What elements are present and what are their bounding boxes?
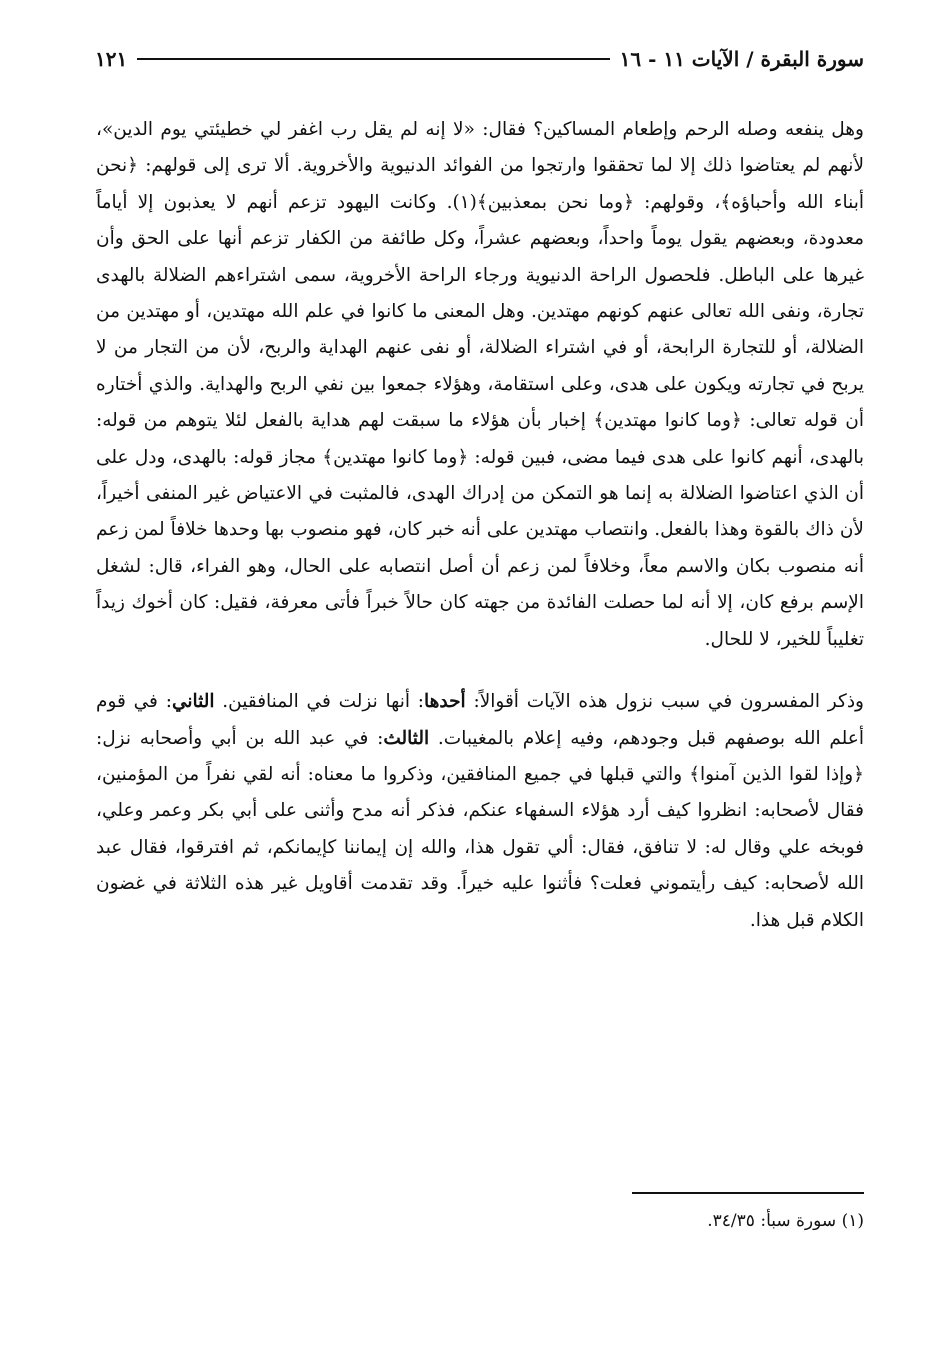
page-header [95, 42, 864, 76]
footnote: (١) سورة سبأ: ٣٤/٣٥. [707, 1211, 864, 1231]
surah-title: سورة البقرة / الآيات ١١ - ١٦ [619, 47, 864, 71]
second-text: : في قوم أعلم الله بوصفهم قبل وجودهم، وفيه إعلام بالمغيبات. [96, 691, 864, 749]
header-rule [137, 58, 609, 60]
paragraph-2 [96, 684, 864, 939]
third-text: : في عبد الله بن أبي وأصحابه نزل: ﴿وإذا لقوا الذين آمنوا﴾ والتي قبلها في جميع المنافقين، وذكروا ما معناه: أنه لقي نفراً من المؤمنين، فقال لأصحابه: انظروا كيف أرد هؤلاء السفهاء عنكم، فذكر أنه مدح وأثنى على أبي بكر وعمر وعلي، فوبخه علي وقال له: لا تنافق، فقال: ألي تقول هذا، والله إن إيماننا كإيمانكم، ثم افترقوا، فقال عبد الله لأصحابه: كيف رأيتموني فعلت؟ فأثنوا عليه خيراً. وقد تقدمت أقاويل غير هذه الثلاثة في غضون الكلام قبل هذا. [96, 727, 864, 931]
main-text [96, 112, 864, 939]
third-label: الثالث [383, 727, 430, 749]
first-text: : أنها نزلت في المنافقين. [214, 691, 424, 713]
para2-intro: وذكر المفسرون في سبب نزول هذه الآيات أقوالاً: [465, 691, 864, 713]
page-number: ١٢١ [95, 47, 128, 71]
first-label: أحدها [424, 691, 466, 713]
footnote-rule [632, 1192, 864, 1194]
second-label: الثاني [171, 691, 215, 713]
paragraph-1: وهل ينفعه وصله الرحم وإطعام المساكين؟ فقال: «لا إنه لم يقل رب اغفر لي خطيئتي يوم الدين»، لأنهم لم يعتاضوا ذلك إلا لما تحققوا وارتجوا من الفوائد الدنيوية والأخروية. ألا ترى إلى قولهم: ﴿نحن أبناء الله وأحباؤه﴾، وقولهم: ﴿وما نحن بمعذبين﴾(١). وكانت اليهود تزعم أنهم لا يعذبون إلا أياماً معدودة، وبعضهم يقول يوماً واحداً، وبعضهم عشراً، وكل طائفة من الكفار تزعم أنها على الحق وأن غيرها على الباطل. فلحصول الراحة الدنيوية ورجاء الراحة الأخروية، سمى اشتراءهم الضلالة بالهدى تجارة، ونفى الله تعالى عنهم كونهم مهتدين. وهل المعنى ما كانوا في علم الله مهتدين، أو مهتدين من الضلالة، أو للتجارة الرابحة، أو في اشتراء الضلالة، أو نفى عنهم الهداية والربح، لأن من التجار من لا يربح في تجارته ويكون على هدى، وعلى استقامة، وهؤلاء جمعوا بين نفي الربح والهداية. والذي أختاره أن قوله تعالى: ﴿وما كانوا مهتدين﴾ إخبار بأن هؤلاء ما سبقت لهم هداية بالفعل لئلا يتوهم من قوله: بالهدى، أنهم كانوا على هدى فيما مضى، فبين قوله: ﴿وما كانوا مهتدين﴾ مجاز قوله: بالهدى، ودل على أن الذي اعتاضوا الضلالة به إنما هو التمكن من إدراك الهدى، فالمثبت في الاعتياض غير المنفى أخيراً، لأن ذاك بالقوة وهذا بالفعل. وانتصاب مهتدين على أنه خبر كان، فهو منصوب بها وحدها خلافاً لمن زعم أنه منصوب بكان والاسم معاً، وخلافاً لمن زعم أن أصل انتصابه على الحال، وهو الفراء، قال: لشغل الإسم برفع كان، إلا أنه لما حصلت الفائدة من جهته كان حالاً خبراً فأتى معرفة، فقيل: كان أخوك زيداً تغليباً للخير، لا للحال. [96, 119, 864, 650]
